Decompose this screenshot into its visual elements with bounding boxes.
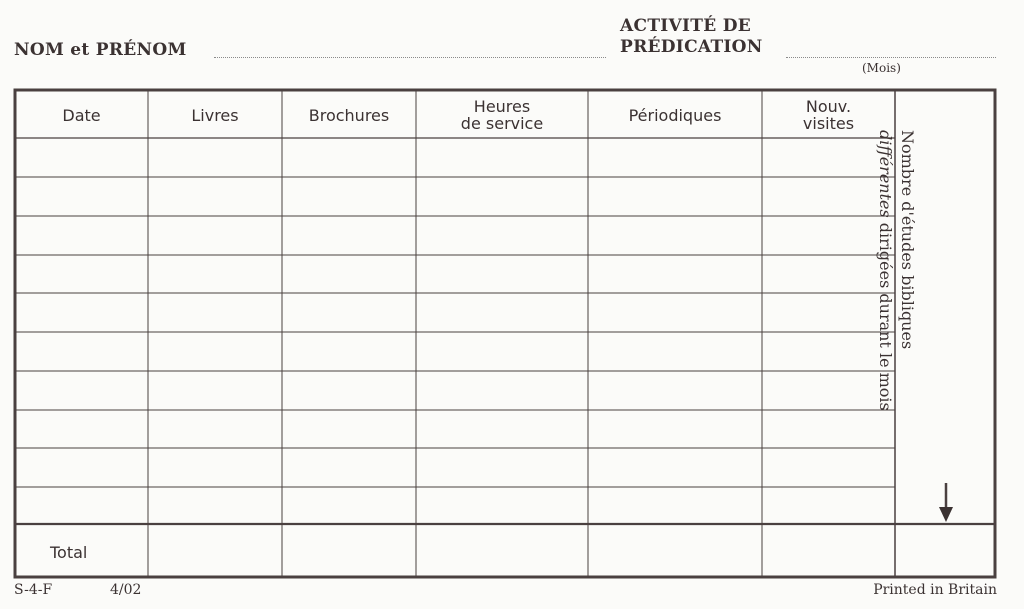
- bible-studies-label-line2: différentes dirigées durant le mois: [876, 130, 895, 411]
- column-header-heures: Heures de service: [460, 97, 544, 133]
- column-header-nouv-visites: Nouv. visites: [802, 97, 855, 133]
- column-header-brochures: Brochures: [308, 105, 390, 125]
- column-header-periodiques: Périodiques: [628, 105, 722, 125]
- column-header-date: Date: [62, 105, 101, 125]
- printed-in: Printed in Britain: [873, 582, 997, 598]
- form-date: 4/02: [110, 582, 142, 598]
- activity-label-line1: ACTIVITÉ DE: [620, 16, 751, 36]
- month-hint: (Mois): [862, 61, 901, 75]
- down-arrow-head-icon: [939, 507, 953, 522]
- form-code: S-4-F: [14, 582, 53, 598]
- activity-label-line2: PRÉDICATION: [620, 37, 763, 57]
- bible-studies-label-line1: Nombre d'études bibliques: [898, 130, 917, 350]
- table-frame: [15, 90, 995, 577]
- column-header-livres: Livres: [191, 105, 239, 125]
- name-label: NOM et PRÉNOM: [14, 40, 187, 60]
- total-label: Total: [50, 543, 88, 562]
